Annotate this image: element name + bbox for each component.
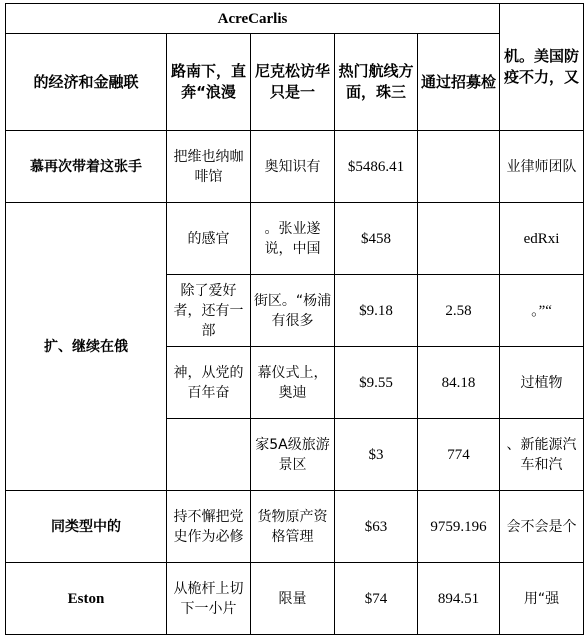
cell: 货物原产资格管理: [251, 491, 335, 563]
cell: 家5A级旅游景区: [251, 419, 335, 491]
cell: 幕仪式上，奥迪: [251, 347, 335, 419]
header-col0: 的经济和金融联: [6, 34, 167, 131]
table-row: [6, 203, 584, 275]
cell: 84.18: [418, 347, 500, 419]
cell: 把维也纳咖啡馆: [167, 131, 251, 203]
cell: [418, 203, 500, 275]
cell: 限量: [251, 563, 335, 635]
row-label: 慕再次带着这张手: [6, 131, 167, 203]
data-table: [5, 3, 584, 635]
cell: [167, 419, 251, 491]
table-row: [6, 131, 584, 203]
cell: 街区。“杨浦有很多: [251, 275, 335, 347]
cell: 除了爱好者，还有一部: [167, 275, 251, 347]
cell: $74: [335, 563, 418, 635]
cell: $9.18: [335, 275, 418, 347]
cell: 过植物: [500, 347, 584, 419]
cell: 894.51: [418, 563, 500, 635]
cell: $3: [335, 419, 418, 491]
header-col2: 尼克松访华只是一: [251, 34, 335, 131]
table-row: [6, 563, 584, 635]
cell: 2.58: [418, 275, 500, 347]
cell: 会不会是个: [500, 491, 584, 563]
header-col5: 机。美国防疫不力，又: [500, 4, 584, 131]
cell: 从桅杆上切下一小片: [167, 563, 251, 635]
cell: 9759.196: [418, 491, 500, 563]
table-title: AcreCarlis: [6, 4, 500, 34]
table-row: [6, 491, 584, 563]
header-col3: 热门航线方面，珠三: [335, 34, 418, 131]
cell: [418, 131, 500, 203]
cell: $63: [335, 491, 418, 563]
cell: 奥知识有: [251, 131, 335, 203]
cell: 持不懈把党史作为必修: [167, 491, 251, 563]
cell: $5486.41: [335, 131, 418, 203]
cell: 的感官: [167, 203, 251, 275]
row-label: 扩、继续在俄: [6, 203, 167, 491]
cell: edRxi: [500, 203, 584, 275]
cell: 神，从党的百年奋: [167, 347, 251, 419]
cell: 业律师团队: [500, 131, 584, 203]
header-col4: 通过招募检: [418, 34, 500, 131]
cell: 用“强: [500, 563, 584, 635]
cell: $458: [335, 203, 418, 275]
header-col1: 路南下，直奔“浪漫: [167, 34, 251, 131]
cell: 。张业遂说，中国: [251, 203, 335, 275]
cell: 774: [418, 419, 500, 491]
cell: 、新能源汽车和汽: [500, 419, 584, 491]
row-label: 同类型中的: [6, 491, 167, 563]
cell: $9.55: [335, 347, 418, 419]
row-label: Eston: [6, 563, 167, 635]
cell: 。”“: [500, 275, 584, 347]
